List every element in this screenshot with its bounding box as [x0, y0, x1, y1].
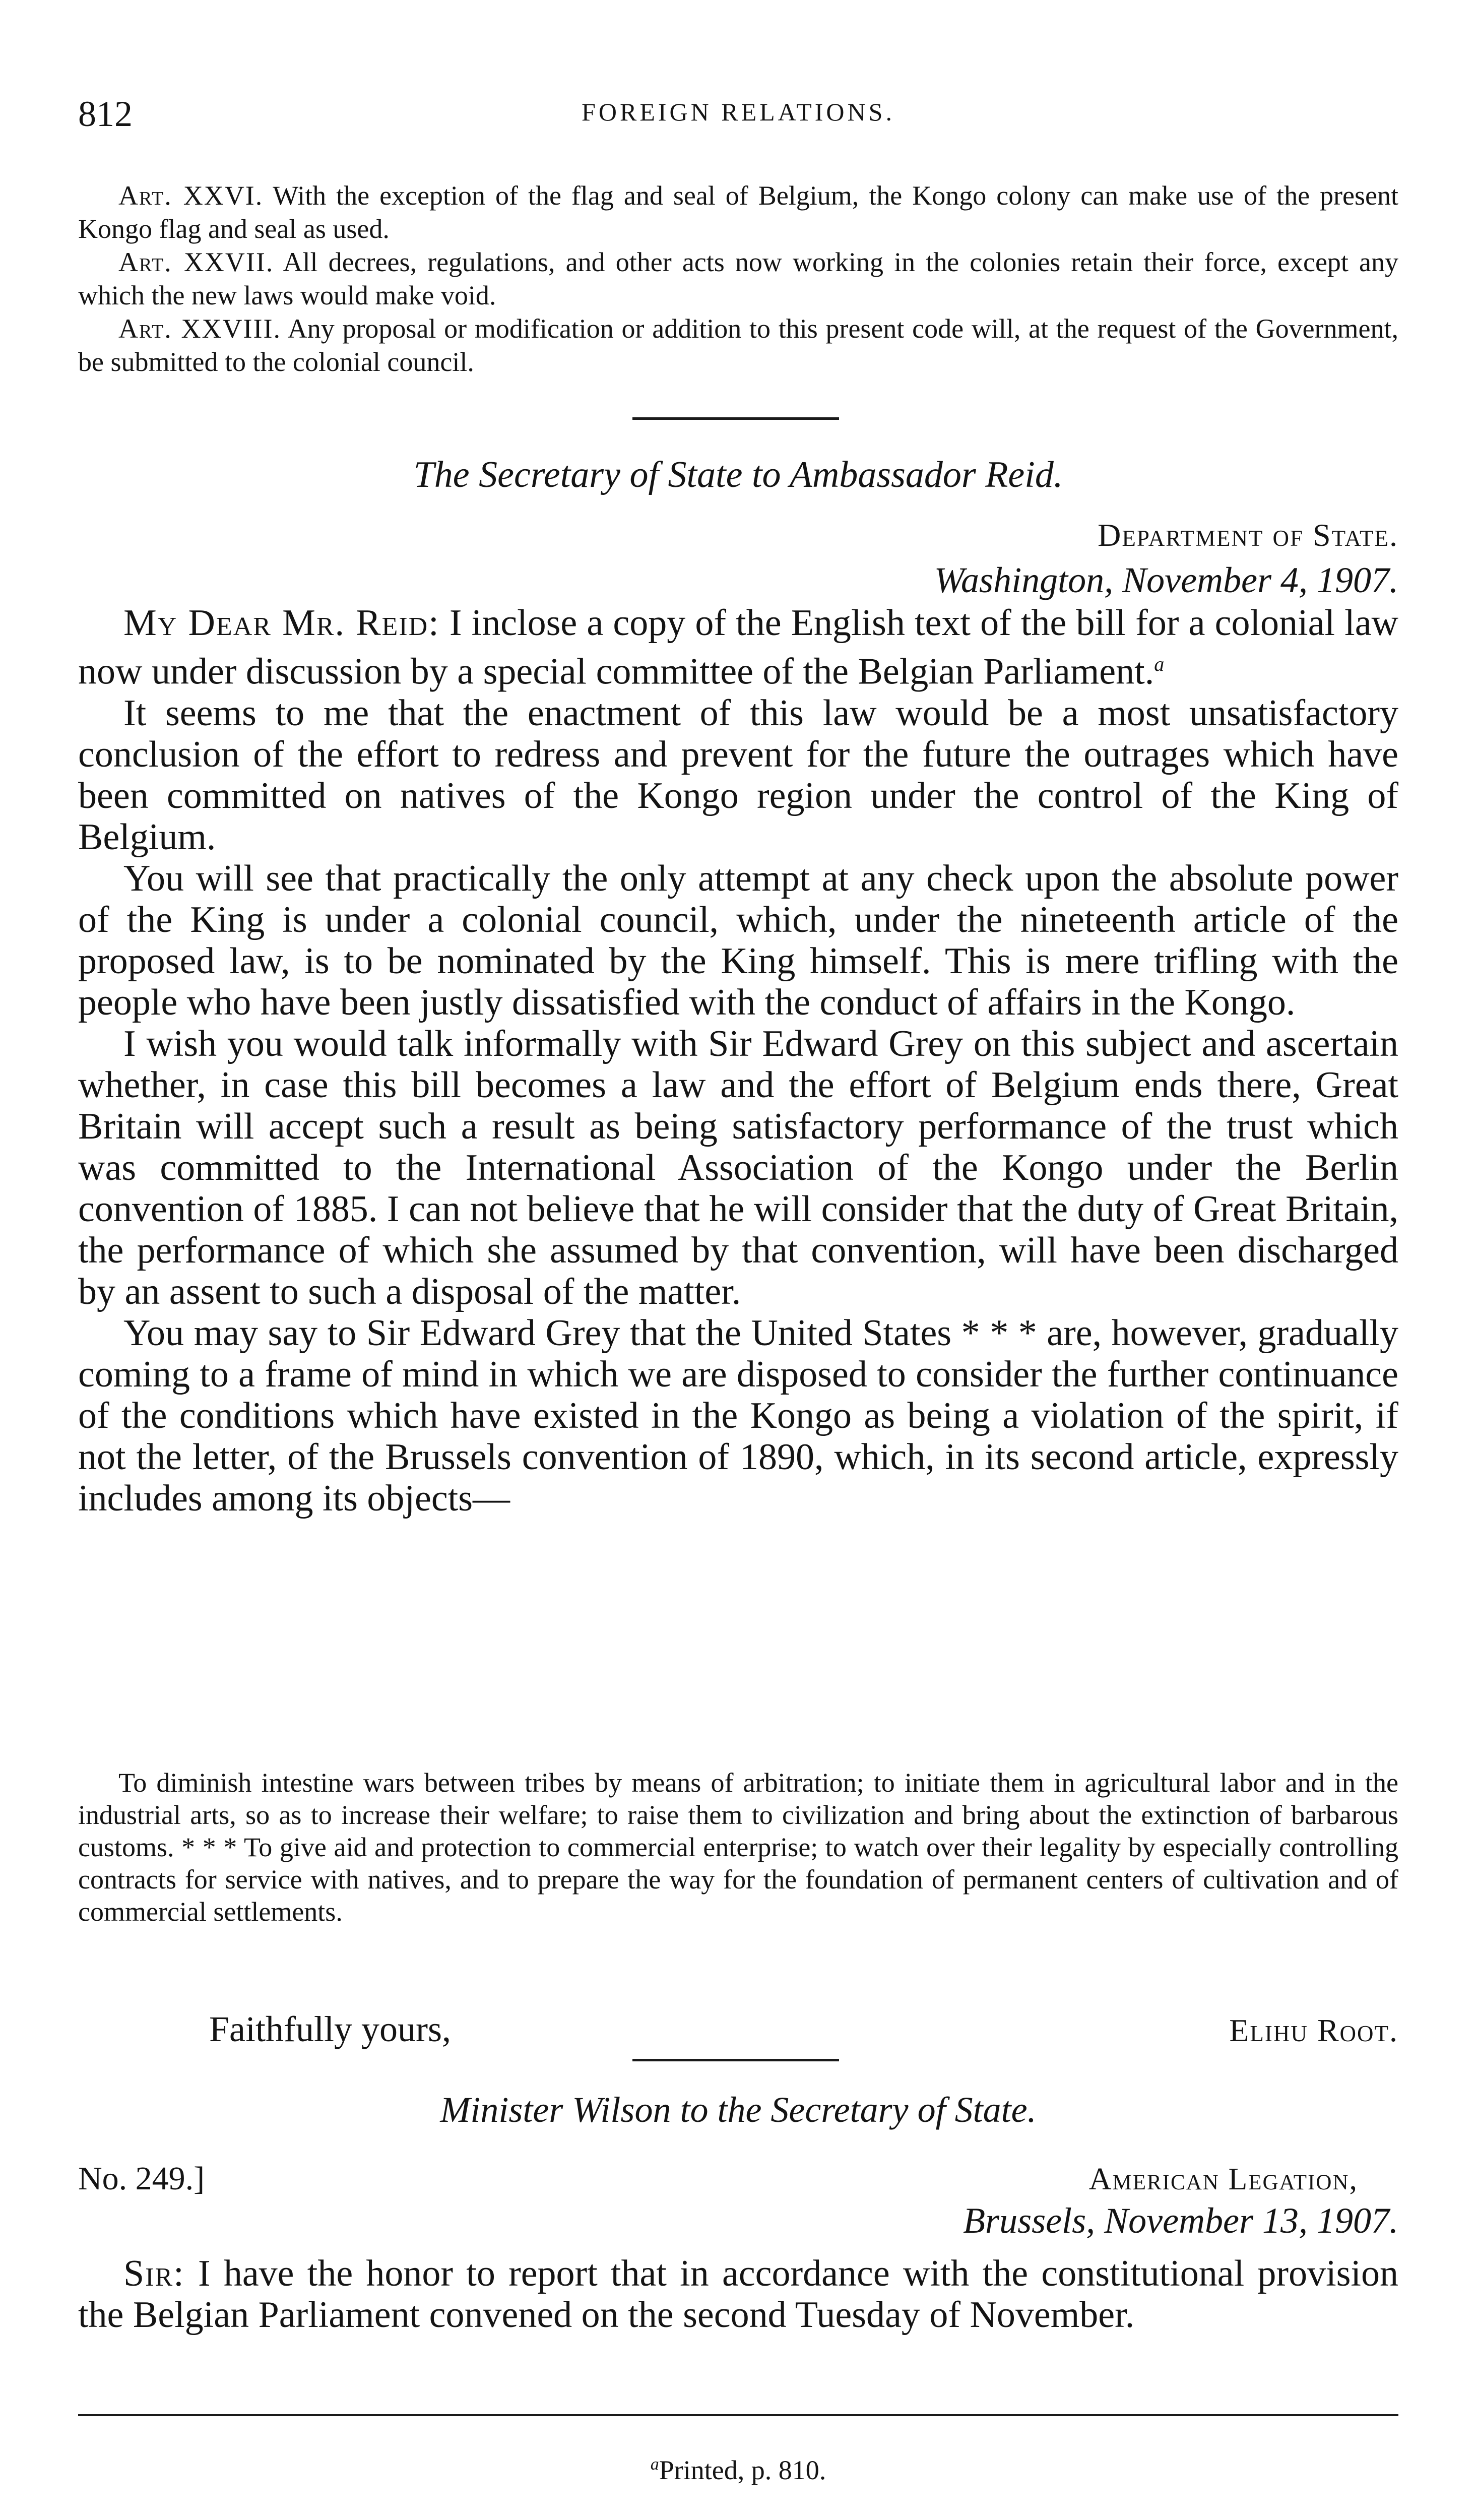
letter2-body	[78, 2253, 1398, 2336]
footnote	[78, 2454, 1398, 2486]
letter1-body	[78, 602, 1398, 1519]
article-28: Art. XXVIII. Any proposal or modification or addition to this present code will, at the request of the Government, be submitted to the colonial council.	[78, 313, 1398, 377]
footnote-ref: a	[1154, 653, 1165, 675]
closing: Faithfully yours,	[209, 2009, 451, 2049]
letter1-paragraph: I wish you would talk informally with Sir Edward Grey on this subject and ascertain whether, in case this bill becomes a law and the effort of Belgium ends there, Great Britain will accept such a result as being satisfactory performance of the trust which was committed to the International Association of the Kongo under the Berlin convention of 1885. I can not believe that he will consider that the duty of Great Britain, the performance of which she assumed by that convention, will have been discharged by an assent to such a disposal of the matter.	[78, 1023, 1398, 1312]
section-divider	[632, 417, 839, 420]
letter2-heading-row	[78, 2160, 1398, 2198]
letter2-dateline-place: Brussels, November 13, 1907.	[963, 2200, 1398, 2241]
article-27: Art. XXVII. All decrees, regulations, and other acts now working in the colonies retain their force, except any which the new laws would make void.	[78, 247, 1399, 310]
running-head: FOREIGN RELATIONS.	[582, 98, 895, 126]
letter1-paragraph: You may say to Sir Edward Grey that the United States * * * are, however, gradually coming to a frame of mind in which we are disposed to consider the further continuance of the conditions which have existed in the Kongo as being a violation of the spirit, if not the letter, of the Brussels convention of 1890, which, in its second article, expressly includes among its objects—	[78, 1312, 1398, 1519]
letter1-title: The Secretary of State to Ambassador Reid.	[413, 454, 1063, 495]
letter2-paragraph: Sir: I have the honor to report that in accordance with the constitutional provision the Belgian Parliament convened on the second Tuesday of November.	[78, 2253, 1398, 2336]
articles-section	[78, 179, 1398, 379]
letter2-title: Minister Wilson to the Secretary of State.	[440, 2090, 1037, 2130]
letter1-dateline-org: Department of State.	[1098, 517, 1398, 553]
page-header	[78, 93, 1398, 139]
section-divider	[632, 2059, 839, 2061]
salutation: My Dear Mr. Reid:	[123, 602, 440, 644]
letter1-closing-row	[78, 2008, 1398, 2050]
page-number: 812	[78, 94, 133, 134]
footnote-text: Printed, p. 810.	[659, 2455, 826, 2485]
letter1-paragraph: It seems to me that the enactment of this law would be a most unsatisfactory conclusion of the effort to redress and prevent for the future the outrages which have been committed on natives of the Kongo region under the control of the King of Belgium.	[78, 692, 1398, 858]
salutation: Sir:	[123, 2253, 185, 2294]
letter1-dateline-place: Washington, November 4, 1907.	[934, 560, 1398, 600]
despatch-number: No. 249.]	[78, 2160, 205, 2197]
article-26: Art. XXVI. With the exception of the flag and seal of Belgium, the Kongo colony can make use of the present Kongo flag and seal as used.	[78, 180, 1398, 244]
letter1-paragraph: My Dear Mr. Reid: I inclose a copy of the English text of the bill for a colonial law now under discussion by a special committee of the Belgian Parliament.$^a$	[78, 602, 1398, 692]
letter2-dateline-org: American Legation,	[1088, 2162, 1358, 2196]
block-quote: To diminish intestine wars between tribes by means of arbitration; to initiate them in agricultural labor and in the industrial arts, so as to increase their welfare; to raise them to civilization and bring about the extinction of barbarous customs. * * * To give aid and protection to commercial enterprise; to watch over their legality by especially controlling contracts for service with natives, and to prepare the way for the foundation of permanent centers of cultivation and of commercial settlements.	[78, 1768, 1398, 1927]
footnote-marker: a	[650, 2455, 659, 2474]
footnote-rule	[78, 2414, 1398, 2416]
signature: Elihu Root.	[1229, 2012, 1398, 2048]
letter1-paragraph: You will see that practically the only attempt at any check upon the absolute power of the King is under a colonial council, which, under the nineteenth article of the proposed law, is to be nominated by the King himself. This is mere trifling with the people who have been justly dissatisfied with the conduct of affairs in the Kongo.	[78, 857, 1398, 1023]
